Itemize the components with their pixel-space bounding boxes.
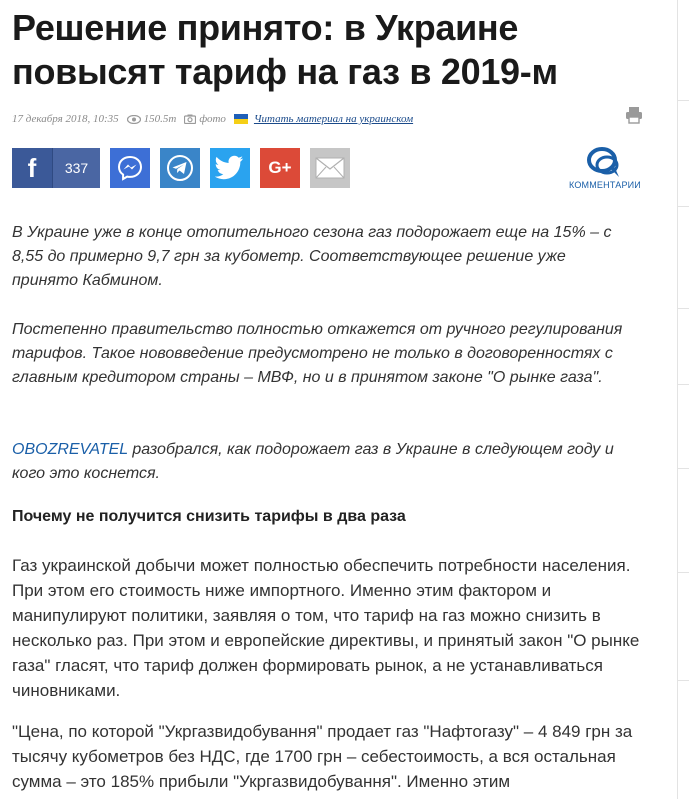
publish-date: 17 декабря 2018, 10:35 — [12, 113, 119, 125]
telegram-share-button[interactable] — [160, 148, 200, 188]
telegram-icon — [166, 154, 194, 182]
google-plus-share-button[interactable] — [260, 148, 300, 188]
lead-text: разобрался, как подорожает газ в Украине в следующем году и кого это коснется. — [12, 441, 614, 482]
body-paragraph: "Цена, по которой "Укргазвидобування" продает газ "Нафтогазу" – 4 849 грн за тысячу кубометров без НДС, где 1700 грн – себестоимость, а вся остальная сумма – это 185% прибыли "Укргазвидобування". Именно этим — [12, 722, 633, 791]
right-column-divider — [678, 206, 689, 207]
facebook-share-count: 337 — [52, 148, 100, 188]
lead-paragraph: В Украине уже в конце отопительного сезона газ подорожает еще на 15% – с 8,55 до примерно 9,7 грн за кубометр. Соответствующее решение уже принято Кабмином. — [12, 224, 612, 289]
body-paragraph: Газ украинской добычи может полностью обеспечить потребности населения. При этом его стоимость ниже импортного. Именно этим фактором и манипулируют политики, заявляя о том, что тариф на газ можно снизить в несколько раз. При этом и европейские директивы, и принятый закон "О рынке газа" гласят, что тариф должен формировать рынок, а не устанавливаться чиновниками. — [12, 556, 640, 700]
messenger-icon — [117, 155, 143, 181]
right-column-divider — [678, 468, 689, 469]
facebook-icon: f — [12, 148, 52, 188]
comments-icon — [585, 146, 625, 180]
view-count: 150.5т — [143, 113, 177, 125]
right-column-divider — [678, 100, 689, 101]
messenger-share-button[interactable] — [110, 148, 150, 188]
ukrainian-version-link[interactable]: Читать материал на украинском — [253, 113, 414, 125]
right-column-divider — [678, 308, 689, 309]
lead-paragraph — [12, 438, 632, 486]
article-meta — [12, 110, 652, 128]
mail-icon — [315, 157, 345, 179]
section-heading: Почему не получится снизить тарифы в два раза — [12, 508, 406, 525]
facebook-share-button[interactable] — [12, 148, 100, 188]
obozrevatel-link[interactable]: OBOZREVATEL — [12, 441, 128, 458]
right-column-divider — [678, 572, 689, 573]
lead-paragraph: Постепенно правительство полностью откажется от ручного регулирования тарифов. Такое нововведение предусмотрено не только в договоренностях с главным кредитором страны – МВФ, но и в принятом законе "О рынке газа". — [12, 321, 623, 386]
share-buttons — [12, 148, 360, 188]
print-icon[interactable] — [625, 106, 643, 124]
eye-icon — [127, 115, 141, 124]
right-column-divider — [678, 384, 689, 385]
twitter-share-button[interactable] — [210, 148, 250, 188]
twitter-icon — [215, 155, 245, 181]
comments-button[interactable] — [566, 146, 644, 192]
comments-label: КОММЕНТАРИИ — [569, 180, 641, 190]
email-share-button[interactable] — [310, 148, 350, 188]
camera-icon — [184, 114, 196, 124]
ukraine-flag-icon — [234, 114, 248, 124]
right-column-divider — [678, 680, 689, 681]
article-title: Решение принято: в Украине повысят тариф на газ в 2019-м — [12, 7, 558, 92]
google-plus-icon: G+ — [268, 158, 292, 177]
photo-label: фото — [199, 113, 226, 125]
